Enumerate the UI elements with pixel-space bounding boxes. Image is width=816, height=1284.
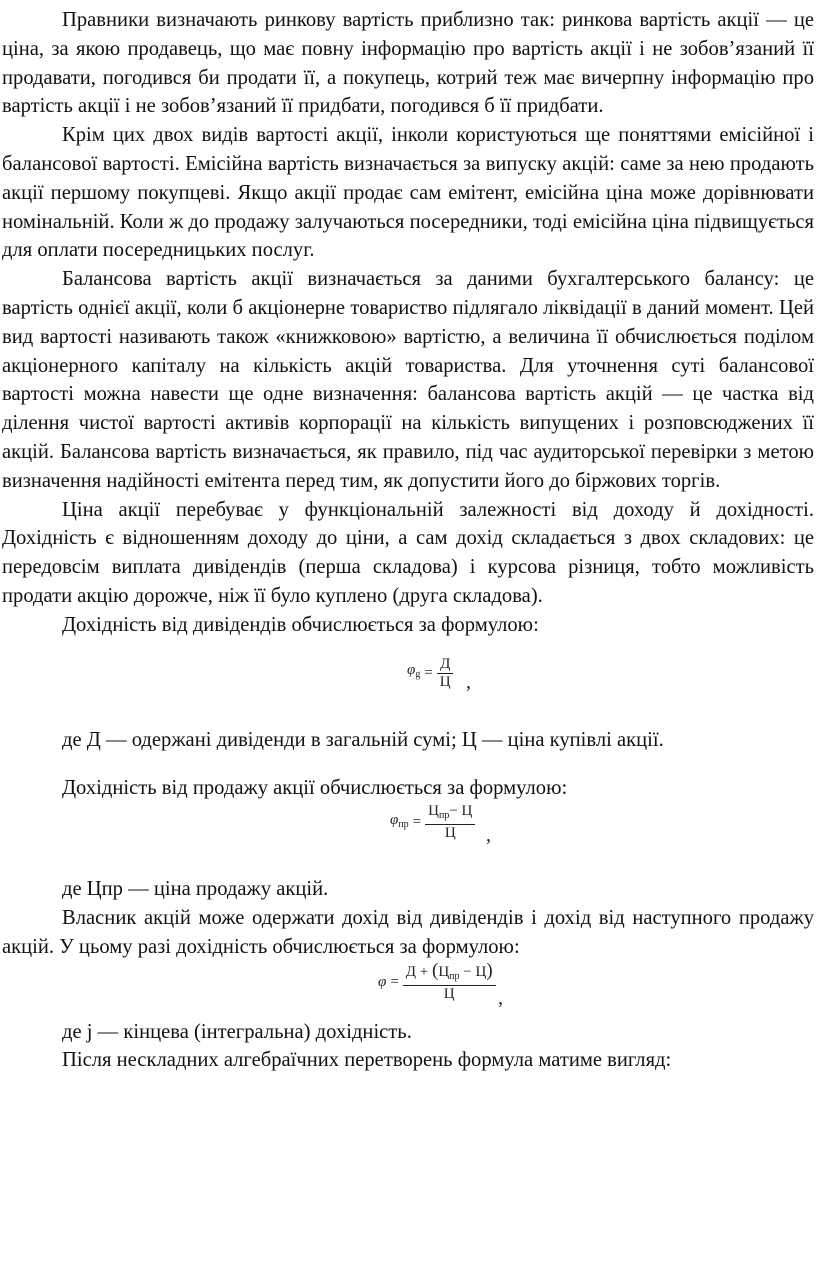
- formula-lhs: $\varphi_{пр}$: [390, 811, 409, 830]
- paragraph-emission-value: Крім цих двох видів вартості акції, інколи користуються ще поняттями емісійної і балансової вартості. Емісійна вартість визначається за випуску акцій: саме за нею продають акції першому покупцеві. Якщо акції продає сам емітент, емісійна ціна може дорівнювати номінальній. Коли ж до продажу залучаються посередники, тоді емісійна ціна підвищується для оплати посередницьких послуг.: [2, 124, 814, 262]
- formula-lhs: $\varphi_g$: [407, 662, 421, 681]
- formula-lhs: φ: [378, 973, 387, 990]
- paragraph-balance-value: Балансова вартість акції визначається за даними бухгалтерського балансу: це вартість однієї акції, коли б акціонерне товариство підлягало ліквідації в даний момент. Цей вид вартості називають також «книжковою» вартістю, а величина її обчислюється поділом акціонерного капіталу на кількість акцій товариства. Для уточнення суті балансової вартості можна навести ще одне визначення: балансова вартість акцій — це частка від ділення чистої вартості активів корпорації на кількість випущених і розповсюджених її акцій. Балансова вартість визначається, як правило, під час аудиторської перевірки з метою визначення надійності емітента перед тим, як допустити його до біржових торгів.: [2, 268, 814, 492]
- paragraph-dividend-legend: де Д — одержані дивіденди в загальній сумі; Ц — ціна купівлі акції.: [62, 728, 664, 751]
- formula-fraction: $\frac{Д}{Ц}$: [437, 656, 454, 691]
- formula-fraction: $\frac{Д + (Ц_{пр} - Ц)}{Ц}$: [403, 962, 496, 1003]
- paragraph-sale-yield-intro: Дохідність від продажу акції обчислюється за формулою:: [62, 777, 568, 800]
- paragraph-sale-legend: де Цпр — ціна продажу акцій.: [62, 878, 329, 901]
- paragraph-dividend-yield-intro: Дохідність від дивідендів обчислюється за формулою:: [62, 613, 539, 636]
- formula-integral-yield: φ = $\frac{Д + (Ц_{пр} - Ц)}{Ц}$ ,: [378, 959, 503, 1009]
- formula-sale-yield: $\varphi_{пр}$ = $\frac{Ц_{пр}- Ц}{Ц}$ ,: [390, 803, 491, 847]
- formula-fraction: $\frac{Ц_{пр}- Ц}{Ц}$: [425, 803, 475, 842]
- paragraph-market-value: Правники визначають ринкову вартість приблизно так: ринкова вартість акції — це ціна, за якою продавець, що має повну інформацію про вартість акції і не зобов’язаний її продавати, погодився би продати її, а покупець, котрий теж має вичерпну інформацію про вартість акції і не зобов’язаний її придбати, погодився б її придбати.: [2, 9, 814, 118]
- paragraph-price-yield: Ціна акції перебуває у функціональній залежності від доходу й дохідності. Дохідність є відношенням доходу до ціни, а сам дохід складається з двох складових: це передовсім виплата дивідендів (перша складова) і курсова різниця, тобто можливість продати акцію дорожче, ніж її було куплено (друга складова).: [2, 498, 814, 607]
- formula-dividend-yield: $\varphi_g$ = $\frac{Д}{Ц}$ ,: [407, 655, 471, 693]
- paragraph-combined-income: Власник акцій може одержати дохід від дивідендів і дохід від наступного продажу акцій. У цьому разі дохідність обчислюється за формулою:: [2, 906, 814, 958]
- paragraph-transform-intro: Після нескладних алгебраїчних перетворень формула матиме вигляд:: [62, 1049, 672, 1072]
- paragraph-integral-legend: де j — кінцева (інтегральна) дохідність.: [62, 1020, 412, 1043]
